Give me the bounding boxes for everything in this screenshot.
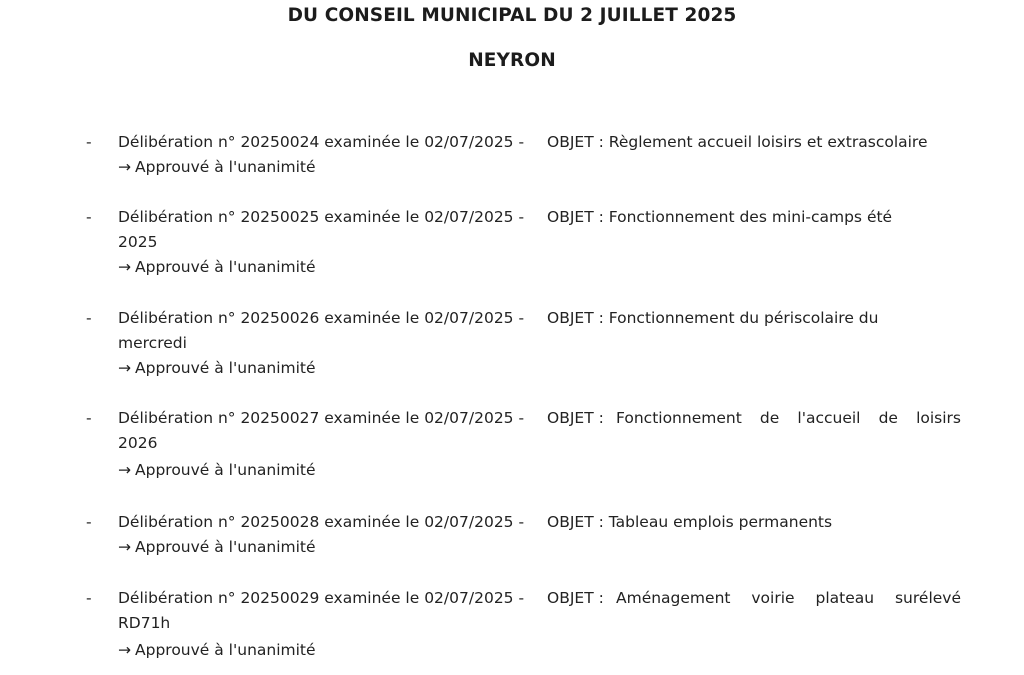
deliberation-reference: Délibération n° 20250027 examinée le 02/07/2025 -: [118, 409, 525, 427]
document-title: DU CONSEIL MUNICIPAL DU 2 JUILLET 2025: [287, 5, 737, 26]
list-bullet: -: [86, 409, 92, 427]
deliberation-reference: Délibération n° 20250025 examinée le 02/07/2025 -: [118, 208, 525, 226]
object-continuation: mercredi: [118, 334, 187, 352]
arrow-right-icon: →: [118, 359, 131, 377]
list-bullet: -: [86, 133, 92, 151]
object-continuation: 2026: [118, 434, 158, 452]
arrow-right-icon: →: [118, 158, 131, 176]
approval-status: [118, 356, 528, 381]
approval-text: Approuvé à l'unanimité: [135, 158, 316, 176]
approval-text: Approuvé à l'unanimité: [135, 641, 316, 659]
object-label: OBJET :: [547, 133, 604, 151]
arrow-right-icon: →: [118, 538, 131, 556]
deliberation-details: [118, 510, 528, 560]
arrow-right-icon: →: [118, 641, 131, 659]
object-text: Fonctionnement de l'accueil de loisirs: [616, 409, 961, 427]
deliberation-reference: Délibération n° 20250028 examinée le 02/07/2025 -: [118, 513, 525, 531]
deliberation-reference: Délibération n° 20250026 examinée le 02/07/2025 -: [118, 309, 525, 327]
object-text: Règlement accueil loisirs et extrascolaire: [608, 133, 928, 151]
list-bullet: -: [86, 589, 92, 607]
list-bullet: -: [86, 309, 92, 327]
deliberation-object: [547, 205, 961, 230]
deliberation-object: [547, 586, 961, 611]
object-text: Fonctionnement du périscolaire du: [608, 309, 879, 327]
deliberation-details: [118, 205, 528, 280]
approval-status: [118, 155, 528, 180]
object-label: OBJET :: [547, 589, 604, 607]
deliberation-details: [118, 306, 528, 381]
object-continuation: RD71h: [118, 614, 171, 632]
object-label: OBJET :: [547, 208, 604, 226]
object-label: OBJET :: [547, 309, 604, 327]
approval-status: [118, 638, 528, 663]
object-label: OBJET :: [547, 513, 604, 531]
approval-status: [118, 255, 528, 280]
deliberation-reference: Délibération n° 20250024 examinée le 02/07/2025 -: [118, 133, 525, 151]
approval-text: Approuvé à l'unanimité: [135, 258, 316, 276]
municipality-name: NEYRON: [468, 50, 556, 71]
deliberation-details: [118, 130, 528, 180]
approval-status: [118, 458, 528, 483]
arrow-right-icon: →: [118, 258, 131, 276]
deliberation-reference: Délibération n° 20250029 examinée le 02/07/2025 -: [118, 589, 525, 607]
deliberation-object: [547, 306, 961, 331]
list-bullet: -: [86, 208, 92, 226]
object-continuation: 2025: [118, 233, 158, 251]
approval-text: Approuvé à l'unanimité: [135, 538, 316, 556]
deliberation-details: [118, 586, 528, 663]
deliberation-object: [547, 130, 961, 155]
object-text: Aménagement voirie plateau surélevé: [616, 589, 961, 607]
object-label: OBJET :: [547, 409, 604, 427]
approval-text: Approuvé à l'unanimité: [135, 461, 316, 479]
deliberation-object: [547, 510, 961, 535]
object-text: Fonctionnement des mini-camps été: [608, 208, 893, 226]
object-text: Tableau emplois permanents: [608, 513, 833, 531]
deliberation-details: [118, 406, 528, 483]
arrow-right-icon: →: [118, 461, 131, 479]
approval-status: [118, 535, 528, 560]
list-bullet: -: [86, 513, 92, 531]
deliberation-object: [547, 406, 961, 431]
approval-text: Approuvé à l'unanimité: [135, 359, 316, 377]
